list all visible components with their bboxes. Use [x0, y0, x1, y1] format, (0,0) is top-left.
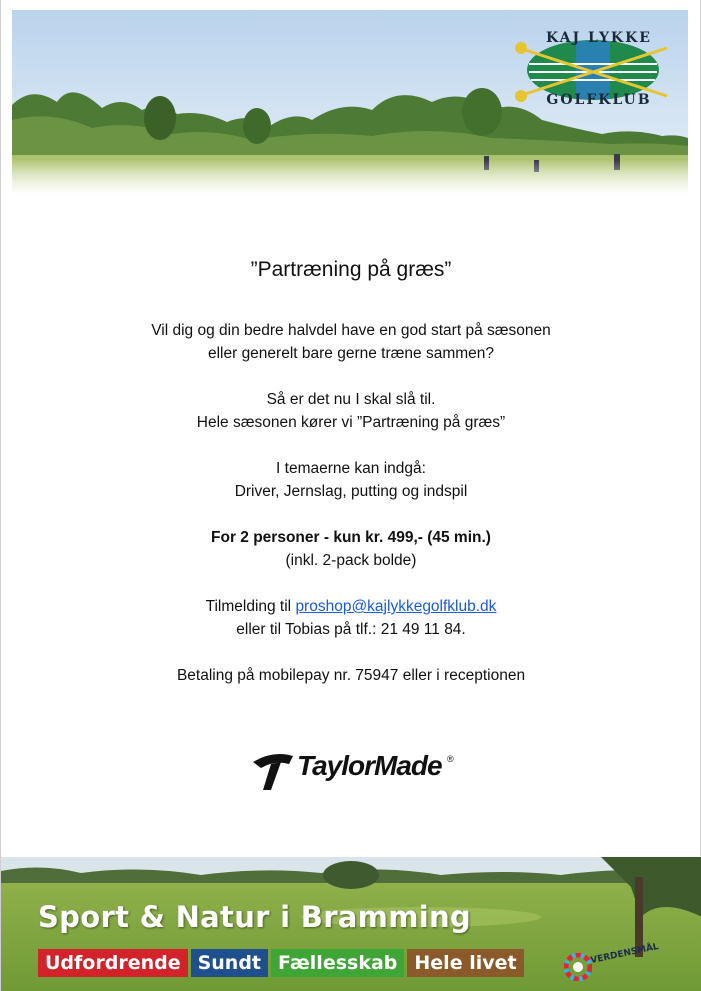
- club-name-bottom: GOLFKLUB: [546, 92, 652, 108]
- signup-block: [61, 595, 641, 641]
- price-note: (inkl. 2-pack bolde): [285, 552, 417, 569]
- intro-line: Vil dig og din bedre halvdel have en god start på sæsonen: [151, 322, 551, 339]
- price-line: For 2 personer - kun kr. 499,- (45 min.): [211, 529, 491, 546]
- footer-banner: [1, 857, 701, 991]
- intro-line: eller generelt bare gerne træne sammen?: [207, 345, 495, 362]
- season-line: Hele sæsonen kører vi ”Partræning på græs”: [196, 414, 506, 431]
- page-title: ”Partræning på græs”: [250, 258, 452, 281]
- footer-tag-lifelong: Hele livet: [407, 949, 523, 977]
- signup-prefix: Tilmelding til: [205, 598, 296, 615]
- signup-phone-line: eller til Tobias på tlf.: 21 49 11 84.: [236, 621, 466, 638]
- club-logo: [509, 24, 677, 116]
- intro-paragraph: [61, 319, 641, 365]
- signup-line: [61, 595, 641, 618]
- season-line: Så er det nu I skal slå til.: [266, 391, 436, 408]
- themes-paragraph: [61, 457, 641, 503]
- club-name-top: KAJ LYKKE: [546, 30, 652, 46]
- sponsor-logo: [251, 748, 461, 792]
- footer-tags: [38, 949, 524, 977]
- main-content: [61, 255, 641, 687]
- email-link[interactable]: proshop@kajlykkegolfklub.dk: [295, 598, 497, 615]
- price-block: [61, 526, 641, 572]
- global-goals-badge: [564, 941, 660, 983]
- registered-mark: ®: [447, 754, 454, 764]
- sdg-wheel-icon: [564, 953, 592, 981]
- themes-line: I temaerne kan indgå:: [276, 460, 426, 477]
- footer-tag-healthy: Sundt: [191, 949, 268, 977]
- taylormade-t-icon: [251, 748, 295, 792]
- footer-headline: Sport & Natur i Bramming: [38, 900, 471, 934]
- season-paragraph: [61, 388, 641, 434]
- header-banner: [12, 10, 688, 195]
- sponsor-brand: TaylorMade: [297, 750, 442, 781]
- themes-line: Driver, Jernslag, putting og indspil: [234, 483, 468, 500]
- footer-tag-challenging: Udfordrende: [38, 949, 188, 977]
- goals-label: VERDENSMÅL: [589, 941, 660, 967]
- footer-tag-community: Fællesskab: [271, 949, 404, 977]
- payment-line: Betaling på mobilepay nr. 75947 eller i receptionen: [176, 667, 526, 684]
